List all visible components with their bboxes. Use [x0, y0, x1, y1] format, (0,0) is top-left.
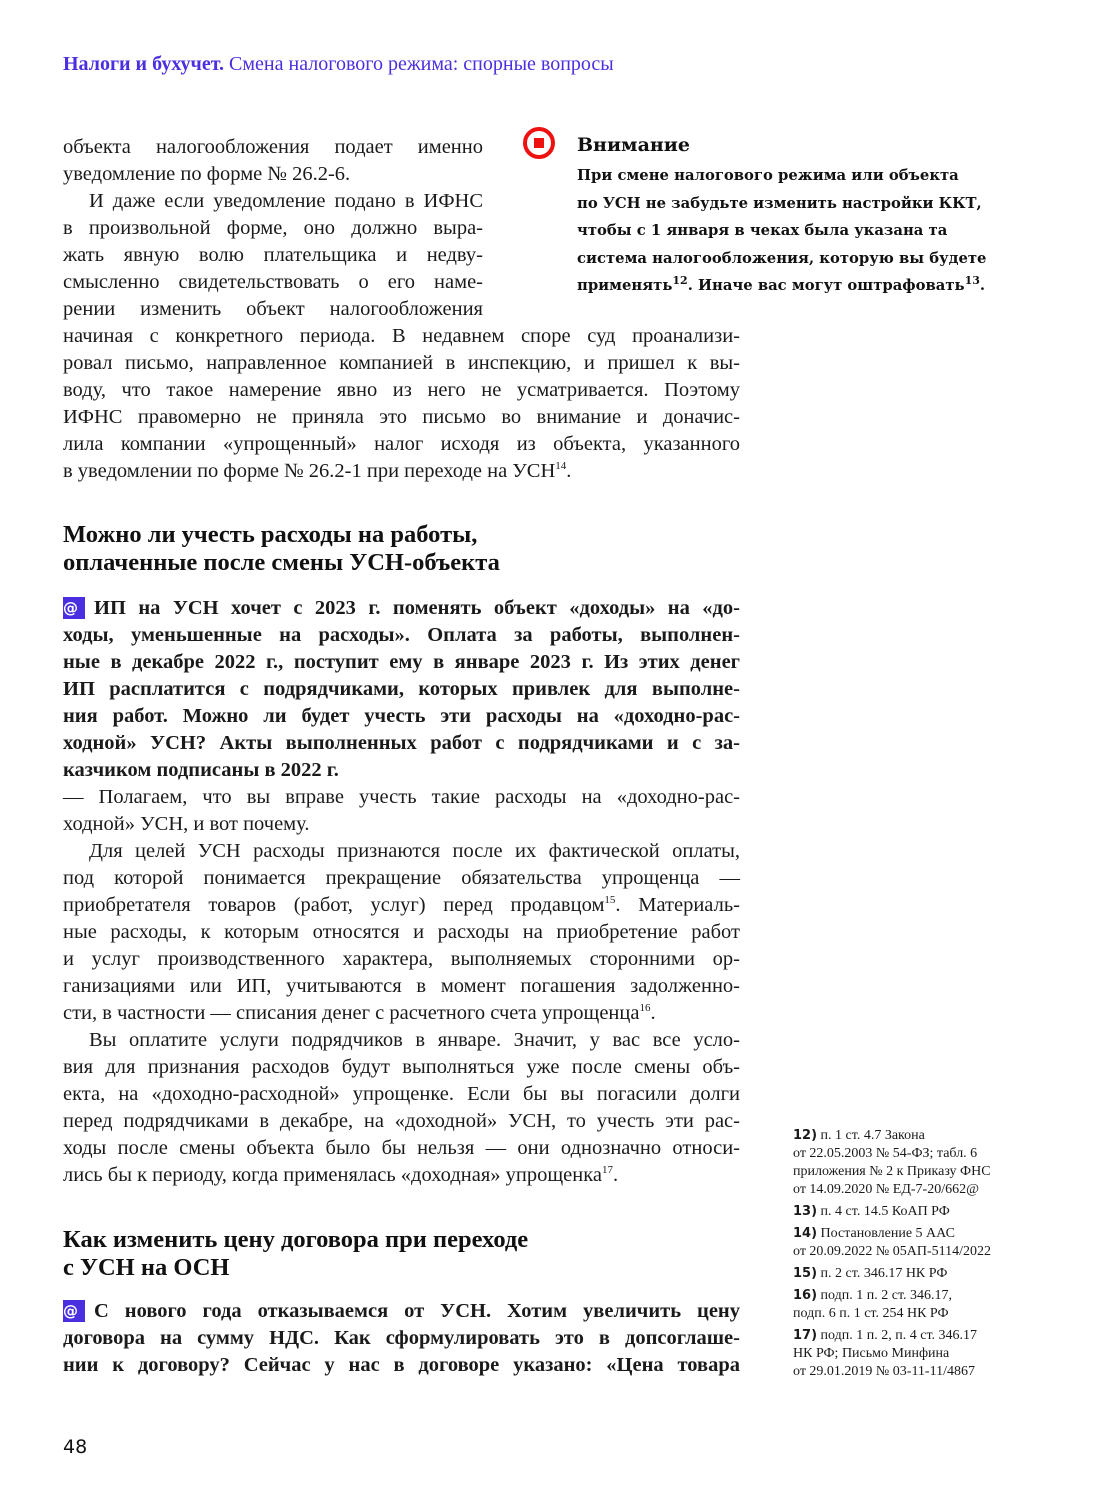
heading-line: Можно ли учесть расходы на работы, — [63, 521, 478, 548]
section-heading — [63, 1226, 528, 1282]
intro-wide — [63, 323, 740, 485]
text-fragment: в уведомлении по форме № 26.2-1 при переходе на УСН — [63, 460, 556, 482]
text-line: рении изменить объект налогообложения — [63, 298, 483, 320]
text-fragment: . Материаль- — [615, 894, 740, 916]
text-fragment: ИП на УСН хочет с 2023 г. поменять объект «доходы» на «до- — [94, 597, 740, 619]
running-head-title: Смена налогового режима: спорные вопросы — [229, 53, 614, 75]
footnote-number: 12) — [793, 1128, 818, 1143]
text-line: ровал письмо, направленное компанией в инспекцию, и пришел к вы- — [63, 352, 740, 374]
text-line: смысленно свидетельствовать о его наме- — [63, 271, 483, 293]
footnote-number: 16) — [793, 1288, 818, 1303]
footnote-number: 13) — [793, 1204, 818, 1219]
footnote-ref[interactable]: 13 — [964, 274, 980, 288]
text-line: уведомление по форме № 26.2-6. — [63, 163, 351, 185]
text-line: воду, что такое намерение явно из него не усматривается. Поэтому — [63, 379, 740, 401]
text-line — [63, 1298, 740, 1325]
text-line — [577, 272, 986, 300]
text-line: система налогообложения, которую вы будете — [577, 249, 987, 267]
heading-line: с УСН на ОСН — [63, 1254, 230, 1281]
section-heading — [63, 521, 500, 577]
text-line: казчиком подписаны в 2022 г. — [63, 759, 339, 781]
text-line — [63, 892, 740, 919]
text-line: екта, на «доходно-расходной» упрощенке. Если бы вы погасили долги — [63, 1083, 740, 1105]
at-icon: @ — [63, 597, 85, 619]
text-line: чтобы с 1 января в чеках была указана та — [577, 222, 948, 239]
footnote-ref[interactable]: 14 — [555, 460, 567, 473]
intro-narrow — [63, 134, 483, 323]
stop-square — [534, 138, 544, 148]
attention-text — [577, 162, 986, 300]
text-line: ные расходы, к которым относятся и расходы на приобретение работ — [63, 921, 740, 943]
text-line: ходной» УСН, и вот почему. — [63, 813, 310, 835]
stop-circle-icon — [523, 127, 555, 159]
text-line: нии к договору? Сейчас у нас в договоре указано: «Цена товара — [63, 1354, 740, 1376]
text-line: ходной» УСН? Акты выполненных работ с подрядчиками и с за- — [63, 732, 740, 754]
heading-line: оплаченные после смены УСН-объекта — [63, 549, 500, 576]
text-fragment: . — [979, 277, 986, 294]
footnote-line: приложения № 2 к Приказу ФНС — [793, 1164, 991, 1179]
text-line: по УСН не забудьте изменить настройки ККТ, — [577, 194, 982, 212]
text-fragment: приобретателя товаров (работ, услуг) перед продавцом — [63, 894, 605, 916]
text-line: Для целей УСН расходы признаются после их фактической оплаты, — [89, 840, 740, 862]
footnote-line: НК РФ; Письмо Минфина — [793, 1346, 950, 1361]
footnote-number: 14) — [793, 1226, 818, 1241]
footnote-16 — [793, 1287, 991, 1323]
running-head — [63, 53, 614, 76]
question-block — [63, 595, 740, 784]
text-line: и услуг производственного характера, выполняемых сторонними ор- — [63, 948, 740, 970]
footnote-ref[interactable]: 12 — [672, 274, 688, 288]
answer-block — [63, 784, 740, 1189]
text-line: жать явную волю плательщика и недву- — [63, 244, 483, 266]
footnote-line: от 22.05.2003 № 54-ФЗ; табл. 6 — [793, 1146, 978, 1161]
text-line: лись бы к периоду, когда применялась «доходная» упрощенка$^{17}$. — [63, 1164, 619, 1186]
at-icon: @ — [63, 1300, 85, 1322]
footnote-15 — [793, 1265, 991, 1283]
footnote-line: подп. 6 п. 1 ст. 254 НК РФ — [793, 1306, 949, 1321]
text-line: ганизациями или ИП, учитываются в момент погашения задолженно- — [63, 975, 740, 997]
text-line: объекта налогообложения подает именно — [63, 136, 483, 158]
text-line: Вы оплатите услуги подрядчиков в январе. Значит, у вас все усло- — [89, 1029, 740, 1051]
footnote-ref[interactable]: 17 — [601, 1164, 613, 1177]
footnote-number: 15) — [793, 1266, 818, 1281]
footnote-line: подп. 1 п. 2, п. 4 ст. 346.17 — [820, 1328, 978, 1343]
text-fragment: применять — [577, 277, 673, 294]
text-line: вия для признания расходов будут выполняться уже после смены объ- — [63, 1056, 740, 1078]
text-fragment: лись бы к периоду, когда применялась «доходная» упрощенка — [63, 1164, 602, 1186]
footnotes — [793, 1127, 991, 1385]
text-line: лила компании «упрощенный» налог исходя из объекта, указанного — [63, 433, 740, 455]
text-line: договора на сумму НДС. Как сформулировать это в допсоглаше- — [63, 1327, 740, 1349]
text-line: в произвольной форме, оно должно выра- — [63, 217, 483, 239]
footnote-17 — [793, 1327, 991, 1381]
text-line — [63, 595, 740, 622]
footnote-line: Постановление 5 ААС — [820, 1226, 955, 1241]
footnote-line: от 14.09.2020 № ЕД-7-20/662@ — [793, 1182, 979, 1197]
text-fragment: . Иначе вас могут оштрафовать — [687, 277, 965, 294]
footnote-line: п. 1 ст. 4.7 Закона — [820, 1128, 925, 1143]
footnote-line: подп. 1 п. 2 ст. 346.17, — [820, 1288, 953, 1303]
footnote-ref[interactable]: 15 — [604, 894, 616, 907]
page-number: 48 — [63, 1436, 88, 1458]
text-line: ИП расплатится с подрядчиками, которых привлек для выполне- — [63, 678, 740, 700]
text-line: ИФНС правомерно не приняла это письмо во внимание и доначис- — [63, 406, 740, 428]
text-fragment: С нового года отказываемся от УСН. Хотим увеличить цену — [94, 1300, 740, 1322]
text-line: под которой понимается прекращение обязательства упрощенца — — [63, 867, 740, 889]
footnote-13 — [793, 1203, 991, 1221]
footnote-line: от 20.09.2022 № 05АП-5114/2022 — [793, 1244, 992, 1259]
text-line: — Полагаем, что вы вправе учесть такие расходы на «доходно-рас- — [63, 786, 740, 808]
text-line: перед подрядчиками в декабре, на «доходной» УСН, то учесть эти рас- — [63, 1110, 740, 1132]
footnote-number: 17) — [793, 1328, 818, 1343]
text-line: в уведомлении по форме № 26.2-1 при переходе на УСН$^{14}$. — [63, 460, 572, 482]
text-line: При смене налогового режима или объекта — [577, 167, 959, 184]
text-line: ные в декабре 2022 г., поступит ему в январе 2023 г. Из этих денег — [63, 651, 740, 673]
footnote-14 — [793, 1225, 991, 1261]
text-fragment: сти, в частности — списания денег с расчетного счета упрощенца — [63, 1002, 640, 1024]
footnote-line: от 29.01.2019 № 03-11-11/4867 — [793, 1364, 975, 1379]
footnote-line: п. 4 ст. 14.5 КоАП РФ — [820, 1204, 950, 1219]
heading-line: Как изменить цену договора при переходе — [63, 1226, 529, 1253]
question-block — [63, 1298, 740, 1379]
footnote-ref[interactable]: 16 — [639, 1002, 651, 1015]
footnote-12 — [793, 1127, 991, 1199]
running-head-section: Налоги и бухучет. — [63, 53, 225, 75]
text-line: ходы, уменьшенные на расходы». Оплата за работы, выполнен- — [63, 624, 740, 646]
text-line: сти, в частности — списания денег с расчетного счета упрощенца$^{16}$. — [63, 1002, 656, 1024]
text-line: ходы после смены объекта было бы нельзя — они однозначно относи- — [63, 1137, 740, 1159]
attention-title: Внимание — [577, 134, 690, 156]
text-line: ния работ. Можно ли будет учесть эти расходы на «доходно-рас- — [63, 705, 740, 727]
footnote-line: п. 2 ст. 346.17 НК РФ — [820, 1266, 948, 1281]
text-line: начиная с конкретного периода. В недавнем споре суд проанализи- — [63, 325, 740, 347]
text-line: И даже если уведомление подано в ИФНС — [89, 190, 483, 212]
